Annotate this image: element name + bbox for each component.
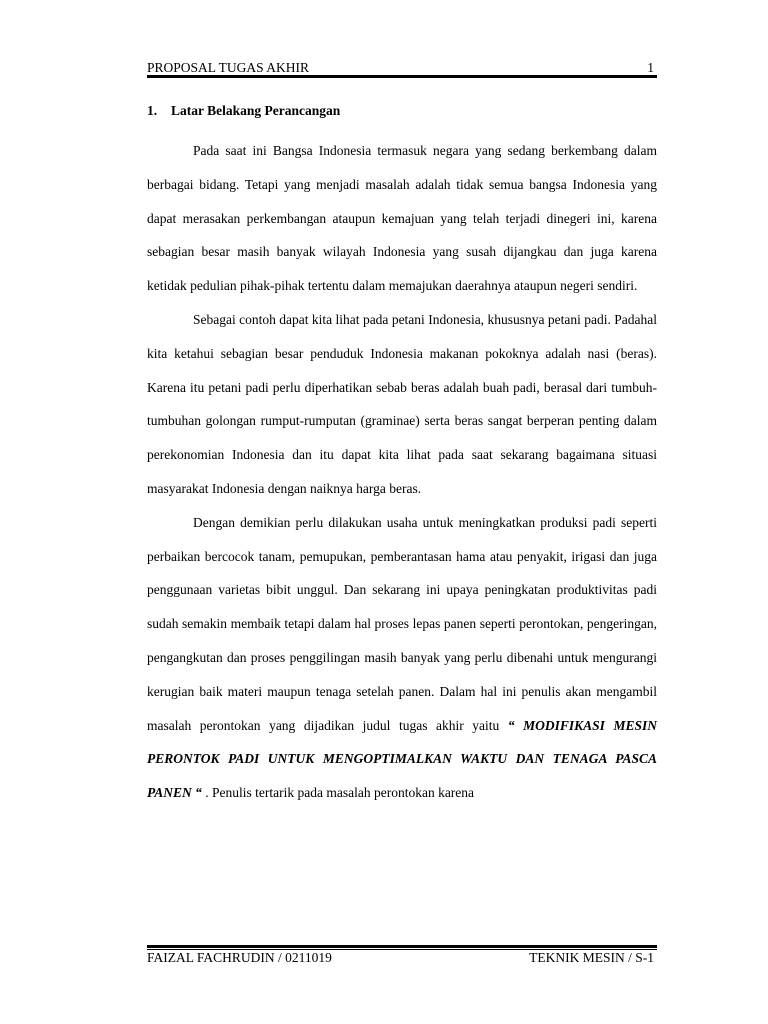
footer-rule <box>147 945 657 948</box>
paragraph <box>147 506 657 810</box>
paragraph-text: Dengan demikian perlu dilakukan usaha untuk meningkatkan produksi padi seperti perbaikan bercocok tanam, pemupukan, pemberantasan hama atau penyakit, irigasi dan juga penggunaan varietas bibit unggul. Dan sekarang ini upaya peningkatan produktivitas padi sudah semakin membaik tetapi dalam hal proses lepas panen seperti perontokan, pengeringan, pengangkutan dan proses penggilingan masih banyak yang perlu dibenahi untuk mengurangi kerugian baik materi maupun tenaga setelah panen. Dalam hal ini penulis akan mengambil masalah perontokan yang dijadikan judul tugas akhir yaitu <box>147 514 657 733</box>
section-heading <box>147 103 340 119</box>
paragraph-text: . Penulis tertarik pada masalah perontokan karena <box>201 785 475 801</box>
header-title: PROPOSAL TUGAS AKHIR <box>147 60 310 75</box>
thesis-title: “ MODIFIKASI MESIN PERONTOK PADI UNTUK MENGOPTIMALKAN WAKTU DAN TENAGA PASCA PANEN “ <box>147 717 658 801</box>
page-number: 1 <box>647 60 654 75</box>
paragraph: Pada saat ini Bangsa Indonesia termasuk negara yang sedang berkembang dalam berbagai bidang. Tetapi yang menjadi masalah adalah tidak semua bangsa Indonesia yang dapat merasakan perkembangan ataupun kemajuan yang telah terjadi dinegeri ini, karena sebagian besar masih banyak wilayah Indonesia yang susah dijangkau dan juga karena ketidak pedulian pihak-pihak tertentu dalam memajukan daerahnya ataupun negeri sendiri. <box>147 143 657 294</box>
body-text <box>147 134 657 810</box>
footer-author: FAIZAL FACHRUDIN / 0211019 <box>147 950 332 965</box>
footer-department: TEKNIK MESIN / S-1 <box>529 950 654 965</box>
section-title: Latar Belakang Perancangan <box>171 103 341 118</box>
page-footer <box>147 950 657 968</box>
header-rule <box>147 75 657 78</box>
paragraph: Sebagai contoh dapat kita lihat pada petani Indonesia, khususnya petani padi. Padahal kita ketahui sebagian besar penduduk Indonesia makanan pokoknya adalah nasi (beras). Karena itu petani padi perlu diperhatikan sebab beras adalah buah padi, berasal dari tumbuh-tumbuhan golongan rumput-rumputan (graminae) serta beras sangat berperan penting dalam perekonomian Indonesia dan itu dapat kita lihat pada saat sekarang bagaimana situasi masyarakat Indonesia dengan naiknya harga beras. <box>147 311 657 496</box>
section-number: 1. <box>147 103 158 118</box>
